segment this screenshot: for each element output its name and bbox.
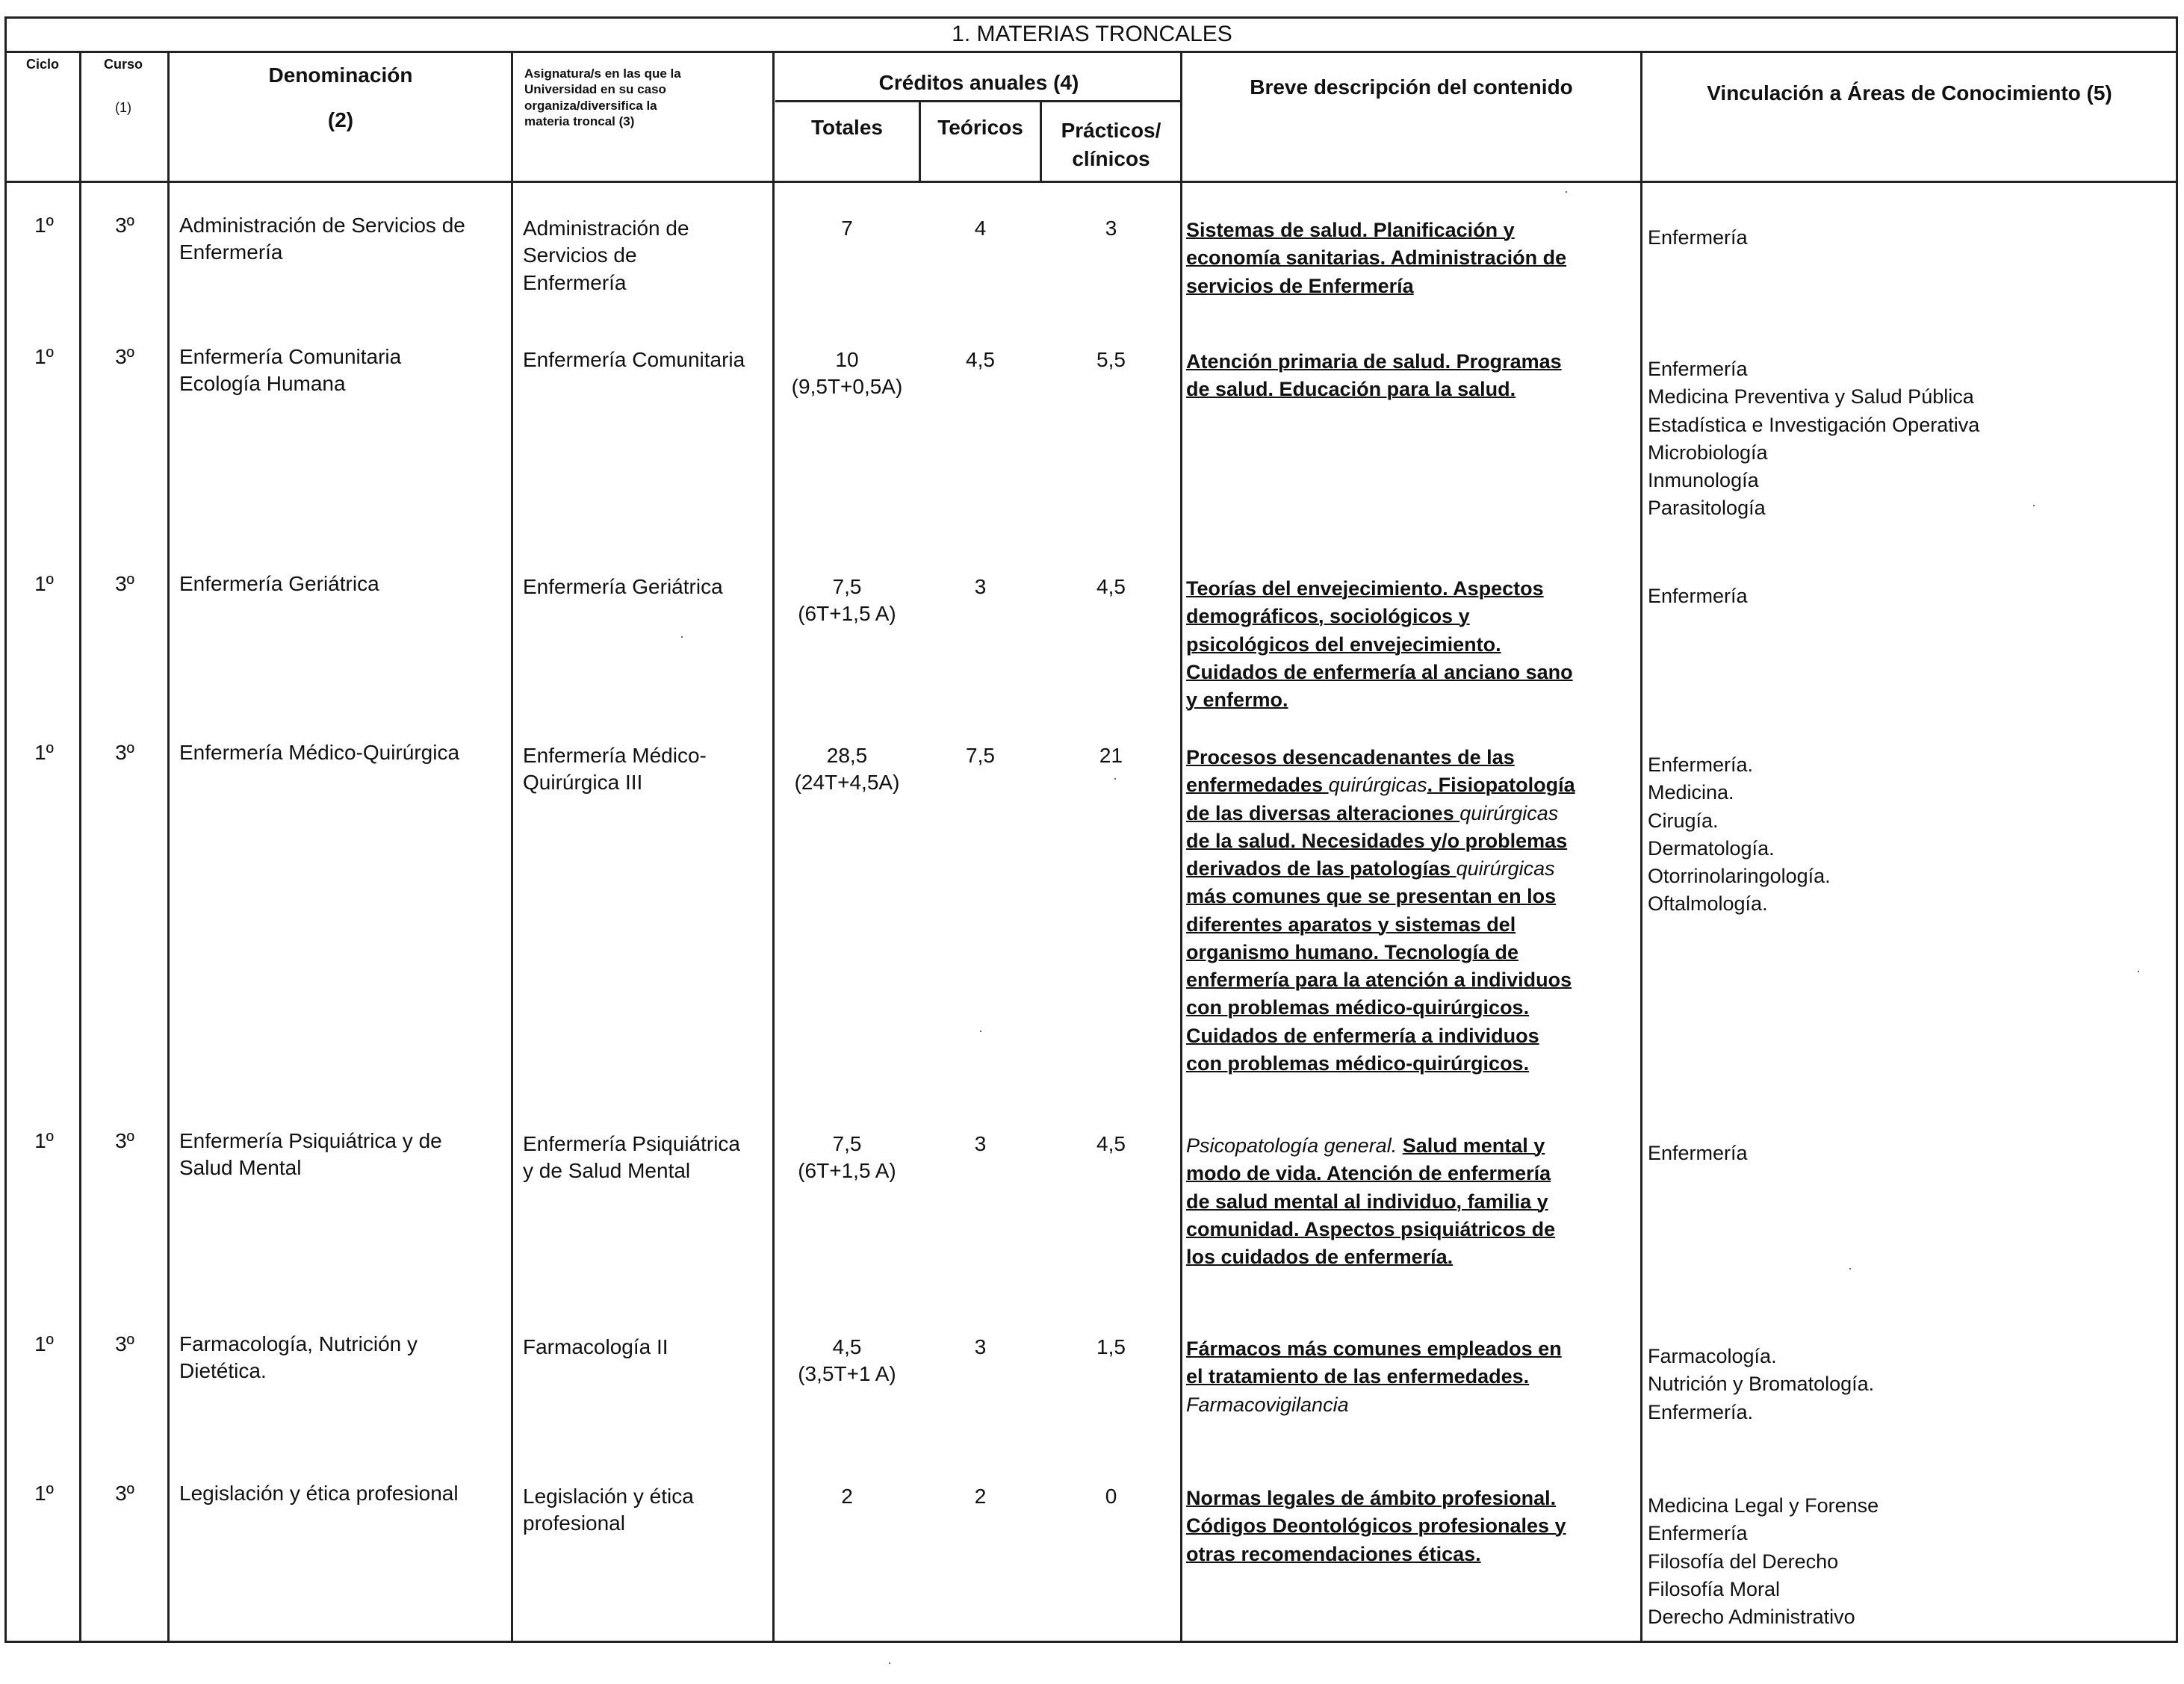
descripcion-segment: Atención primaria de salud. Programas — [1186, 350, 1562, 373]
cell-asignatura — [523, 1334, 769, 1361]
descripcion-segment: y enfermo. — [1186, 689, 1288, 711]
descripcion-segment: los cuidados de enfermería. — [1186, 1246, 1454, 1268]
descripcion-line — [1186, 686, 1640, 714]
descripcion-segment: Procesos desencadenantes de las — [1186, 746, 1515, 768]
cell-ciclo: 1º — [34, 1482, 54, 1505]
asignatura-line: y de Salud Mental — [523, 1159, 691, 1183]
col-divider — [167, 51, 170, 1643]
descripcion-segment: enfermería para la atención a individuos — [1186, 969, 1572, 991]
totales-line: 7,5 — [832, 575, 862, 598]
header-asignaturas-line: Universidad en su caso — [524, 82, 666, 97]
descripcion-segment: demográficos, sociológicos y — [1186, 605, 1470, 628]
descripcion-segment: Farmacovigilancia — [1186, 1393, 1349, 1416]
cell-descripcion — [1186, 348, 1640, 404]
cell-totales — [775, 1483, 919, 1510]
denominacion-line: Salud Mental — [179, 1156, 302, 1180]
col-divider — [772, 51, 775, 1643]
cell-totales — [775, 742, 919, 797]
totales-line: (9,5T+0,5A) — [791, 375, 903, 399]
scan-speck — [1566, 191, 1567, 193]
totales-line: (6T+1,5 A) — [798, 1159, 896, 1183]
descripcion-line — [1186, 217, 1640, 244]
asignatura-line: Enfermería Geriátrica — [523, 575, 723, 598]
cell-descripcion — [1186, 1485, 1640, 1568]
asignatura-line: Enfermería — [523, 270, 627, 294]
totales-line: (6T+1,5 A) — [798, 602, 896, 626]
denominacion-line: Enfermería — [179, 240, 283, 264]
descripcion-line — [1186, 1050, 1640, 1078]
area-line: Derecho Administrativo — [1648, 1606, 1855, 1628]
cell-asignatura — [523, 347, 769, 373]
descripcion-segment: Teorías del envejecimiento. Aspectos — [1186, 577, 1544, 600]
denominacion-line: Enfermería Médico-Quirúrgica — [179, 741, 460, 764]
area-line: Oftalmología. — [1648, 892, 1768, 916]
descripcion-segment: Fisiopatología — [1438, 774, 1575, 797]
descripcion-line — [1186, 603, 1640, 630]
descripcion-segment: quirúrgicas — [1328, 774, 1427, 797]
area-line: Farmacología. — [1648, 1345, 1777, 1367]
descripcion-line — [1186, 244, 1640, 272]
cell-denominacion — [179, 344, 508, 398]
cell-teoricos: 7,5 — [966, 744, 995, 767]
cell-denominacion — [179, 1128, 508, 1182]
cell-curso: 3º — [115, 572, 134, 595]
denominacion-line: Enfermería Geriátrica — [179, 572, 379, 595]
asignatura-line: Enfermería Psiquiátrica — [523, 1132, 741, 1155]
header-practicos: Prácticos/ — [1061, 119, 1161, 142]
area-line: Enfermería — [1648, 358, 1748, 380]
cell-practicos: 21 — [1099, 744, 1123, 767]
descripcion-segment: Normas legales de ámbito profesional. — [1186, 1487, 1557, 1509]
descripcion-line — [1186, 659, 1640, 686]
descripcion-line — [1186, 1391, 1640, 1419]
area-line: Enfermería. — [1648, 754, 1754, 776]
asignatura-line: Enfermería Comunitaria — [523, 348, 745, 371]
denominacion-line: Ecología Humana — [179, 372, 346, 396]
area-line: Medicina Preventiva y Salud Pública — [1648, 385, 1974, 408]
area-line: Parasitología — [1648, 497, 1766, 520]
area-line: Enfermería — [1648, 1522, 1748, 1545]
asignatura-line: profesional — [523, 1511, 625, 1535]
denominacion-line: Enfermería Comunitaria — [179, 345, 402, 368]
descripcion-line — [1186, 1160, 1640, 1187]
cell-ciclo: 1º — [34, 1332, 54, 1355]
cell-denominacion — [179, 212, 508, 267]
cell-totales — [775, 347, 919, 401]
descripcion-segment: de la salud. Necesidades y/o problemas — [1186, 829, 1568, 852]
descripcion-line — [1186, 883, 1640, 910]
descripcion-segment: Cuidados de enfermería al anciano sano — [1186, 660, 1573, 683]
cell-ciclo: 1º — [34, 1129, 54, 1152]
area-line: Estadística e Investigación Operativa — [1648, 413, 1980, 436]
cell-denominacion — [179, 1331, 508, 1385]
descripcion-line — [1186, 1335, 1640, 1363]
col-divider — [1640, 51, 1642, 1643]
descripcion-line — [1186, 1243, 1640, 1271]
cell-teoricos: 3 — [974, 1132, 987, 1155]
descripcion-line — [1186, 631, 1640, 659]
cell-descripcion — [1186, 1132, 1640, 1271]
area-line: Inmunología — [1648, 469, 1759, 491]
asignatura-line: Administración de — [523, 217, 689, 240]
descripcion-line — [1186, 1216, 1640, 1243]
descripcion-segment: organismo humano. Tecnología de — [1186, 940, 1519, 963]
cell-ciclo: 1º — [34, 345, 54, 368]
header-practicos-2: clínicos — [1072, 147, 1150, 170]
descripcion-segment: el tratamiento de las enfermedades. — [1186, 1365, 1530, 1388]
descripcion-line — [1186, 771, 1640, 799]
cell-areas — [1648, 355, 2171, 523]
descripcion-segment: más comunes que se presentan en los — [1186, 885, 1557, 908]
denominacion-line: Dietética. — [179, 1359, 267, 1383]
denominacion-line: Farmacología, Nutrición y — [179, 1332, 418, 1355]
descripcion-segment — [1397, 1134, 1403, 1157]
asignatura-line: Legislación y ética — [523, 1485, 694, 1508]
descripcion-segment: Cuidados de enfermería a individuos — [1186, 1024, 1539, 1047]
area-line: Enfermería — [1648, 585, 1748, 607]
cell-totales — [775, 1334, 919, 1388]
descripcion-segment: derivados de las patologías — [1186, 857, 1456, 880]
cell-totales — [775, 574, 919, 628]
descripcion-segment: con problemas médico-quirúrgicos. — [1186, 996, 1530, 1019]
cell-descripcion — [1186, 217, 1640, 300]
descripcion-line — [1186, 1485, 1640, 1512]
cell-totales — [775, 1131, 919, 1185]
cell-asignatura — [523, 1483, 769, 1538]
cell-descripcion — [1186, 744, 1640, 1078]
col-divider — [511, 51, 513, 1643]
descripcion-line — [1186, 1512, 1640, 1540]
descripcion-segment: modo de vida. Atención de enfermería — [1186, 1162, 1551, 1185]
header-asignaturas — [524, 66, 681, 129]
descripcion-segment: . — [1427, 774, 1439, 797]
header-totales: Totales — [811, 116, 883, 139]
asignatura-line: Servicios de — [523, 243, 637, 267]
descripcion-line — [1186, 376, 1640, 403]
cell-areas — [1648, 751, 2171, 919]
cell-practicos: 1,5 — [1096, 1335, 1126, 1358]
cell-totales — [775, 215, 919, 242]
totales-line: 28,5 — [826, 744, 868, 767]
descripcion-line — [1186, 994, 1640, 1022]
scan-speck — [1114, 778, 1116, 780]
descripcion-segment: enfermedades — [1186, 774, 1329, 797]
descripcion-line — [1186, 575, 1640, 603]
cell-teoricos: 4 — [974, 217, 987, 240]
scan-speck — [681, 636, 683, 638]
descripcion-line — [1186, 911, 1640, 939]
cell-curso: 3º — [115, 1129, 134, 1152]
totales-line: 7 — [841, 217, 853, 240]
col-divider — [919, 100, 921, 181]
area-line: Nutrición y Bromatología. — [1648, 1373, 1875, 1396]
descripcion-line — [1186, 273, 1640, 300]
descripcion-segment: de las diversas alteraciones — [1186, 801, 1460, 824]
totales-line: (24T+4,5A) — [794, 771, 900, 795]
descripcion-segment: Salud mental y — [1402, 1134, 1545, 1157]
cell-curso: 3º — [115, 1482, 134, 1505]
creditos-subheader-divider — [775, 100, 1182, 102]
descripcion-segment: Fármacos más comunes empleados en — [1186, 1337, 1562, 1360]
cell-teoricos: 3 — [974, 1335, 987, 1358]
descripcion-line — [1186, 1541, 1640, 1568]
cell-denominacion — [179, 739, 508, 766]
cell-curso: 3º — [115, 345, 134, 368]
descripcion-segment: Códigos Deontológicos profesionales y — [1186, 1514, 1566, 1538]
header-denominacion-note: (2) — [327, 108, 354, 131]
descripcion-segment: servicios de Enfermería — [1186, 274, 1414, 297]
totales-line: 4,5 — [832, 1335, 862, 1358]
descripcion-line — [1186, 1132, 1640, 1160]
cell-descripcion — [1186, 1335, 1640, 1419]
area-line: Cirugía. — [1648, 809, 1719, 832]
descripcion-line — [1186, 966, 1640, 994]
cell-areas — [1648, 1343, 2171, 1426]
header-asignaturas-line: materia troncal (3) — [524, 114, 635, 128]
area-line: Enfermería — [1648, 226, 1748, 249]
descripcion-segment: de salud mental al individuo, familia y — [1186, 1190, 1548, 1213]
area-line: Medicina. — [1648, 781, 1734, 804]
header-denominacion: Denominación — [268, 63, 413, 87]
asignatura-line: Enfermería Médico- — [523, 744, 707, 767]
descripcion-line — [1186, 939, 1640, 966]
header-creditos: Créditos anuales (4) — [878, 71, 1079, 94]
cell-curso: 3º — [115, 214, 134, 237]
cell-ciclo: 1º — [34, 572, 54, 595]
descripcion-segment: quirúrgicas — [1459, 801, 1559, 824]
cell-practicos: 4,5 — [1096, 1132, 1126, 1155]
totales-line: 10 — [835, 348, 859, 371]
header-curso: Curso — [103, 57, 143, 72]
area-line: Filosofía del Derecho — [1648, 1550, 1839, 1573]
cell-descripcion — [1186, 575, 1640, 714]
area-line: Microbiología — [1648, 441, 1768, 464]
descripcion-line — [1186, 348, 1640, 376]
denominacion-line: Legislación y ética profesional — [179, 1482, 459, 1505]
descripcion-segment: de salud. Educación para la salud. — [1186, 378, 1516, 401]
cell-teoricos: 2 — [974, 1485, 987, 1508]
descripcion-segment: con problemas médico-quirúrgicos. — [1186, 1051, 1530, 1075]
col-divider — [1180, 51, 1182, 1643]
cell-ciclo: 1º — [34, 214, 54, 237]
descripcion-line — [1186, 744, 1640, 771]
totales-line: 2 — [841, 1485, 853, 1508]
header-asignaturas-line: organiza/diversifica la — [524, 98, 657, 113]
header-divider — [4, 181, 2178, 183]
scan-speck — [889, 1662, 890, 1664]
cell-asignatura — [523, 574, 769, 600]
cell-asignatura — [523, 742, 769, 797]
header-asignaturas-line: Asignatura/s en las que la — [524, 66, 681, 81]
cell-ciclo: 1º — [34, 741, 54, 764]
descripcion-line — [1186, 855, 1640, 883]
descripcion-line — [1186, 827, 1640, 855]
descripcion-segment: diferentes aparatos y sistemas del — [1186, 913, 1516, 936]
area-line: Filosofía Moral — [1648, 1577, 1781, 1600]
cell-teoricos: 3 — [974, 575, 987, 598]
denominacion-line: Administración de Servicios de — [179, 214, 465, 237]
header-curso-note: (1) — [115, 100, 131, 115]
header-vinculacion: Vinculación a Áreas de Conocimiento (5) — [1707, 81, 2112, 105]
scan-speck — [980, 1031, 981, 1032]
cell-practicos: 5,5 — [1096, 348, 1126, 371]
cell-areas — [1648, 582, 2171, 610]
cell-practicos: 0 — [1105, 1485, 1117, 1508]
asignatura-line: Quirúrgica III — [523, 771, 643, 795]
descripcion-segment: psicológicos del envejecimiento. — [1186, 633, 1501, 656]
cell-areas — [1648, 224, 2171, 252]
cell-asignatura — [523, 1131, 769, 1185]
descripcion-line — [1186, 1022, 1640, 1050]
area-line: Otorrinolaringología. — [1648, 865, 1831, 887]
area-line: Medicina Legal y Forense — [1648, 1494, 1879, 1517]
cell-areas — [1648, 1492, 2171, 1631]
descripcion-segment: Sistemas de salud. Planificación y — [1186, 219, 1515, 241]
asignatura-line: Farmacología II — [523, 1335, 668, 1358]
header-descripcion: Breve descripción del contenido — [1250, 75, 1573, 99]
descripcion-segment: otras recomendaciones éticas. — [1186, 1542, 1481, 1565]
descripcion-segment: economía sanitarias. Administración de — [1186, 246, 1567, 270]
descripcion-segment: quirúrgicas — [1456, 857, 1555, 880]
col-divider — [79, 51, 81, 1643]
denominacion-line: Enfermería Psiquiátrica y de — [179, 1129, 442, 1152]
cell-asignatura — [523, 215, 769, 296]
descripcion-line — [1186, 1188, 1640, 1216]
area-line: Enfermería — [1648, 1142, 1748, 1164]
cell-practicos: 3 — [1105, 217, 1117, 240]
header-teoricos: Teóricos — [937, 116, 1023, 139]
descripcion-segment: Psicopatología general. — [1186, 1134, 1397, 1157]
area-line: Enfermería. — [1648, 1400, 1754, 1423]
title-divider — [4, 51, 2178, 53]
cell-teoricos: 4,5 — [966, 348, 995, 371]
descripcion-segment: comunidad. Aspectos psiquiátricos de — [1186, 1217, 1556, 1240]
cell-curso: 3º — [115, 741, 134, 764]
totales-line: 7,5 — [832, 1132, 862, 1155]
table-title: 1. MATERIAS TRONCALES — [952, 22, 1232, 46]
descripcion-line — [1186, 1363, 1640, 1391]
totales-line: (3,5T+1 A) — [798, 1362, 896, 1386]
cell-areas — [1648, 1140, 2171, 1167]
scan-speck — [2138, 971, 2139, 972]
area-line: Dermatología. — [1648, 836, 1775, 860]
cell-denominacion — [179, 1480, 508, 1507]
cell-practicos: 4,5 — [1096, 575, 1126, 598]
header-ciclo: Ciclo — [25, 57, 59, 72]
cell-curso: 3º — [115, 1332, 134, 1355]
scan-speck — [2033, 505, 2035, 506]
cell-denominacion — [179, 571, 508, 597]
scan-speck — [1849, 1268, 1851, 1270]
descripcion-line — [1186, 800, 1640, 827]
